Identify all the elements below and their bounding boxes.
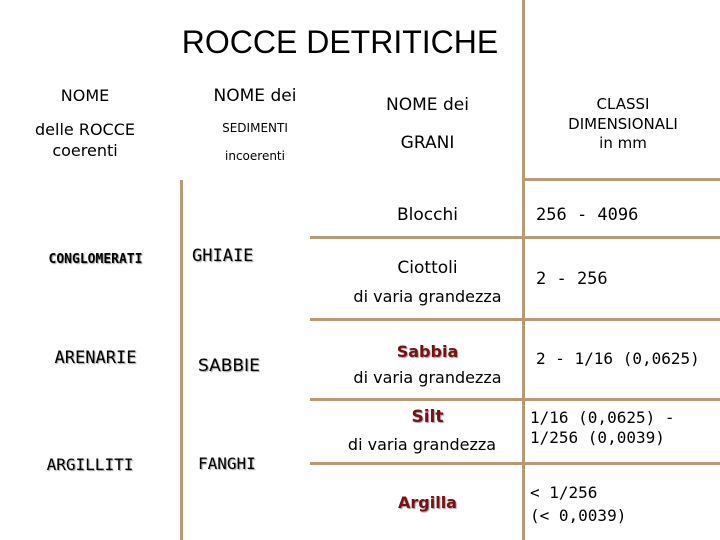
rock-argilliti: ARGILLITI bbox=[46, 455, 134, 474]
class-argilla: < 1/256 (< 0,0039) bbox=[530, 483, 627, 526]
rock-conglomerati: CONGLOMERATI bbox=[48, 252, 143, 267]
header-nome-top: NOME bbox=[60, 86, 110, 105]
class-sabbia: 2 - 1/16 (0,0625) bbox=[536, 349, 700, 368]
grid-hline-header bbox=[522, 178, 720, 181]
class-blocchi: 256 - 4096 bbox=[536, 205, 639, 225]
grid-vline-3 bbox=[522, 0, 525, 540]
grid-hline-1 bbox=[310, 236, 720, 239]
grain-silt-sub: di varia grandezza bbox=[347, 435, 497, 454]
grid-vline-1 bbox=[180, 180, 183, 540]
header-grani-bottom: GRANI bbox=[400, 133, 455, 153]
grain-sabbia-sub: di varia grandezza bbox=[353, 368, 502, 387]
grid-vline-2 bbox=[318, 0, 321, 540]
rock-arenarie: ARENARIE bbox=[54, 348, 137, 368]
class-silt: 1/16 (0,0625) - 1/256 (0,0039) bbox=[530, 408, 675, 447]
header-sed-mid: SEDIMENTI bbox=[222, 121, 288, 135]
header-classi: CLASSI DIMENSIONALI in mm bbox=[568, 95, 678, 152]
header-sed-top: NOME dei bbox=[213, 86, 297, 106]
sediment-ghiaie: GHIAIE bbox=[192, 246, 254, 266]
grid-hline-2 bbox=[310, 318, 720, 321]
page-title: ROCCE DETRITICHE bbox=[181, 24, 499, 60]
grain-ciottoli: Ciottoli bbox=[397, 258, 458, 278]
grid-hline-4 bbox=[310, 462, 720, 465]
sediment-sabbie: SABBIE bbox=[198, 356, 260, 376]
sediment-fanghi: FANGHI bbox=[198, 454, 256, 473]
header-sed-bottom: incoerenti bbox=[225, 149, 285, 163]
grain-sabbia: Sabbia bbox=[396, 342, 459, 361]
grain-ciottoli-sub: di varia grandezza bbox=[353, 287, 502, 306]
class-ciottoli: 2 - 256 bbox=[536, 269, 608, 289]
header-nome-bottom: delle ROCCE coerenti bbox=[35, 120, 135, 160]
grid-hline-3 bbox=[310, 398, 720, 401]
grain-silt: Silt bbox=[411, 407, 444, 427]
grain-blocchi: Blocchi bbox=[397, 205, 458, 225]
grain-argilla: Argilla bbox=[398, 493, 457, 512]
header-grani-top: NOME dei bbox=[386, 95, 469, 115]
